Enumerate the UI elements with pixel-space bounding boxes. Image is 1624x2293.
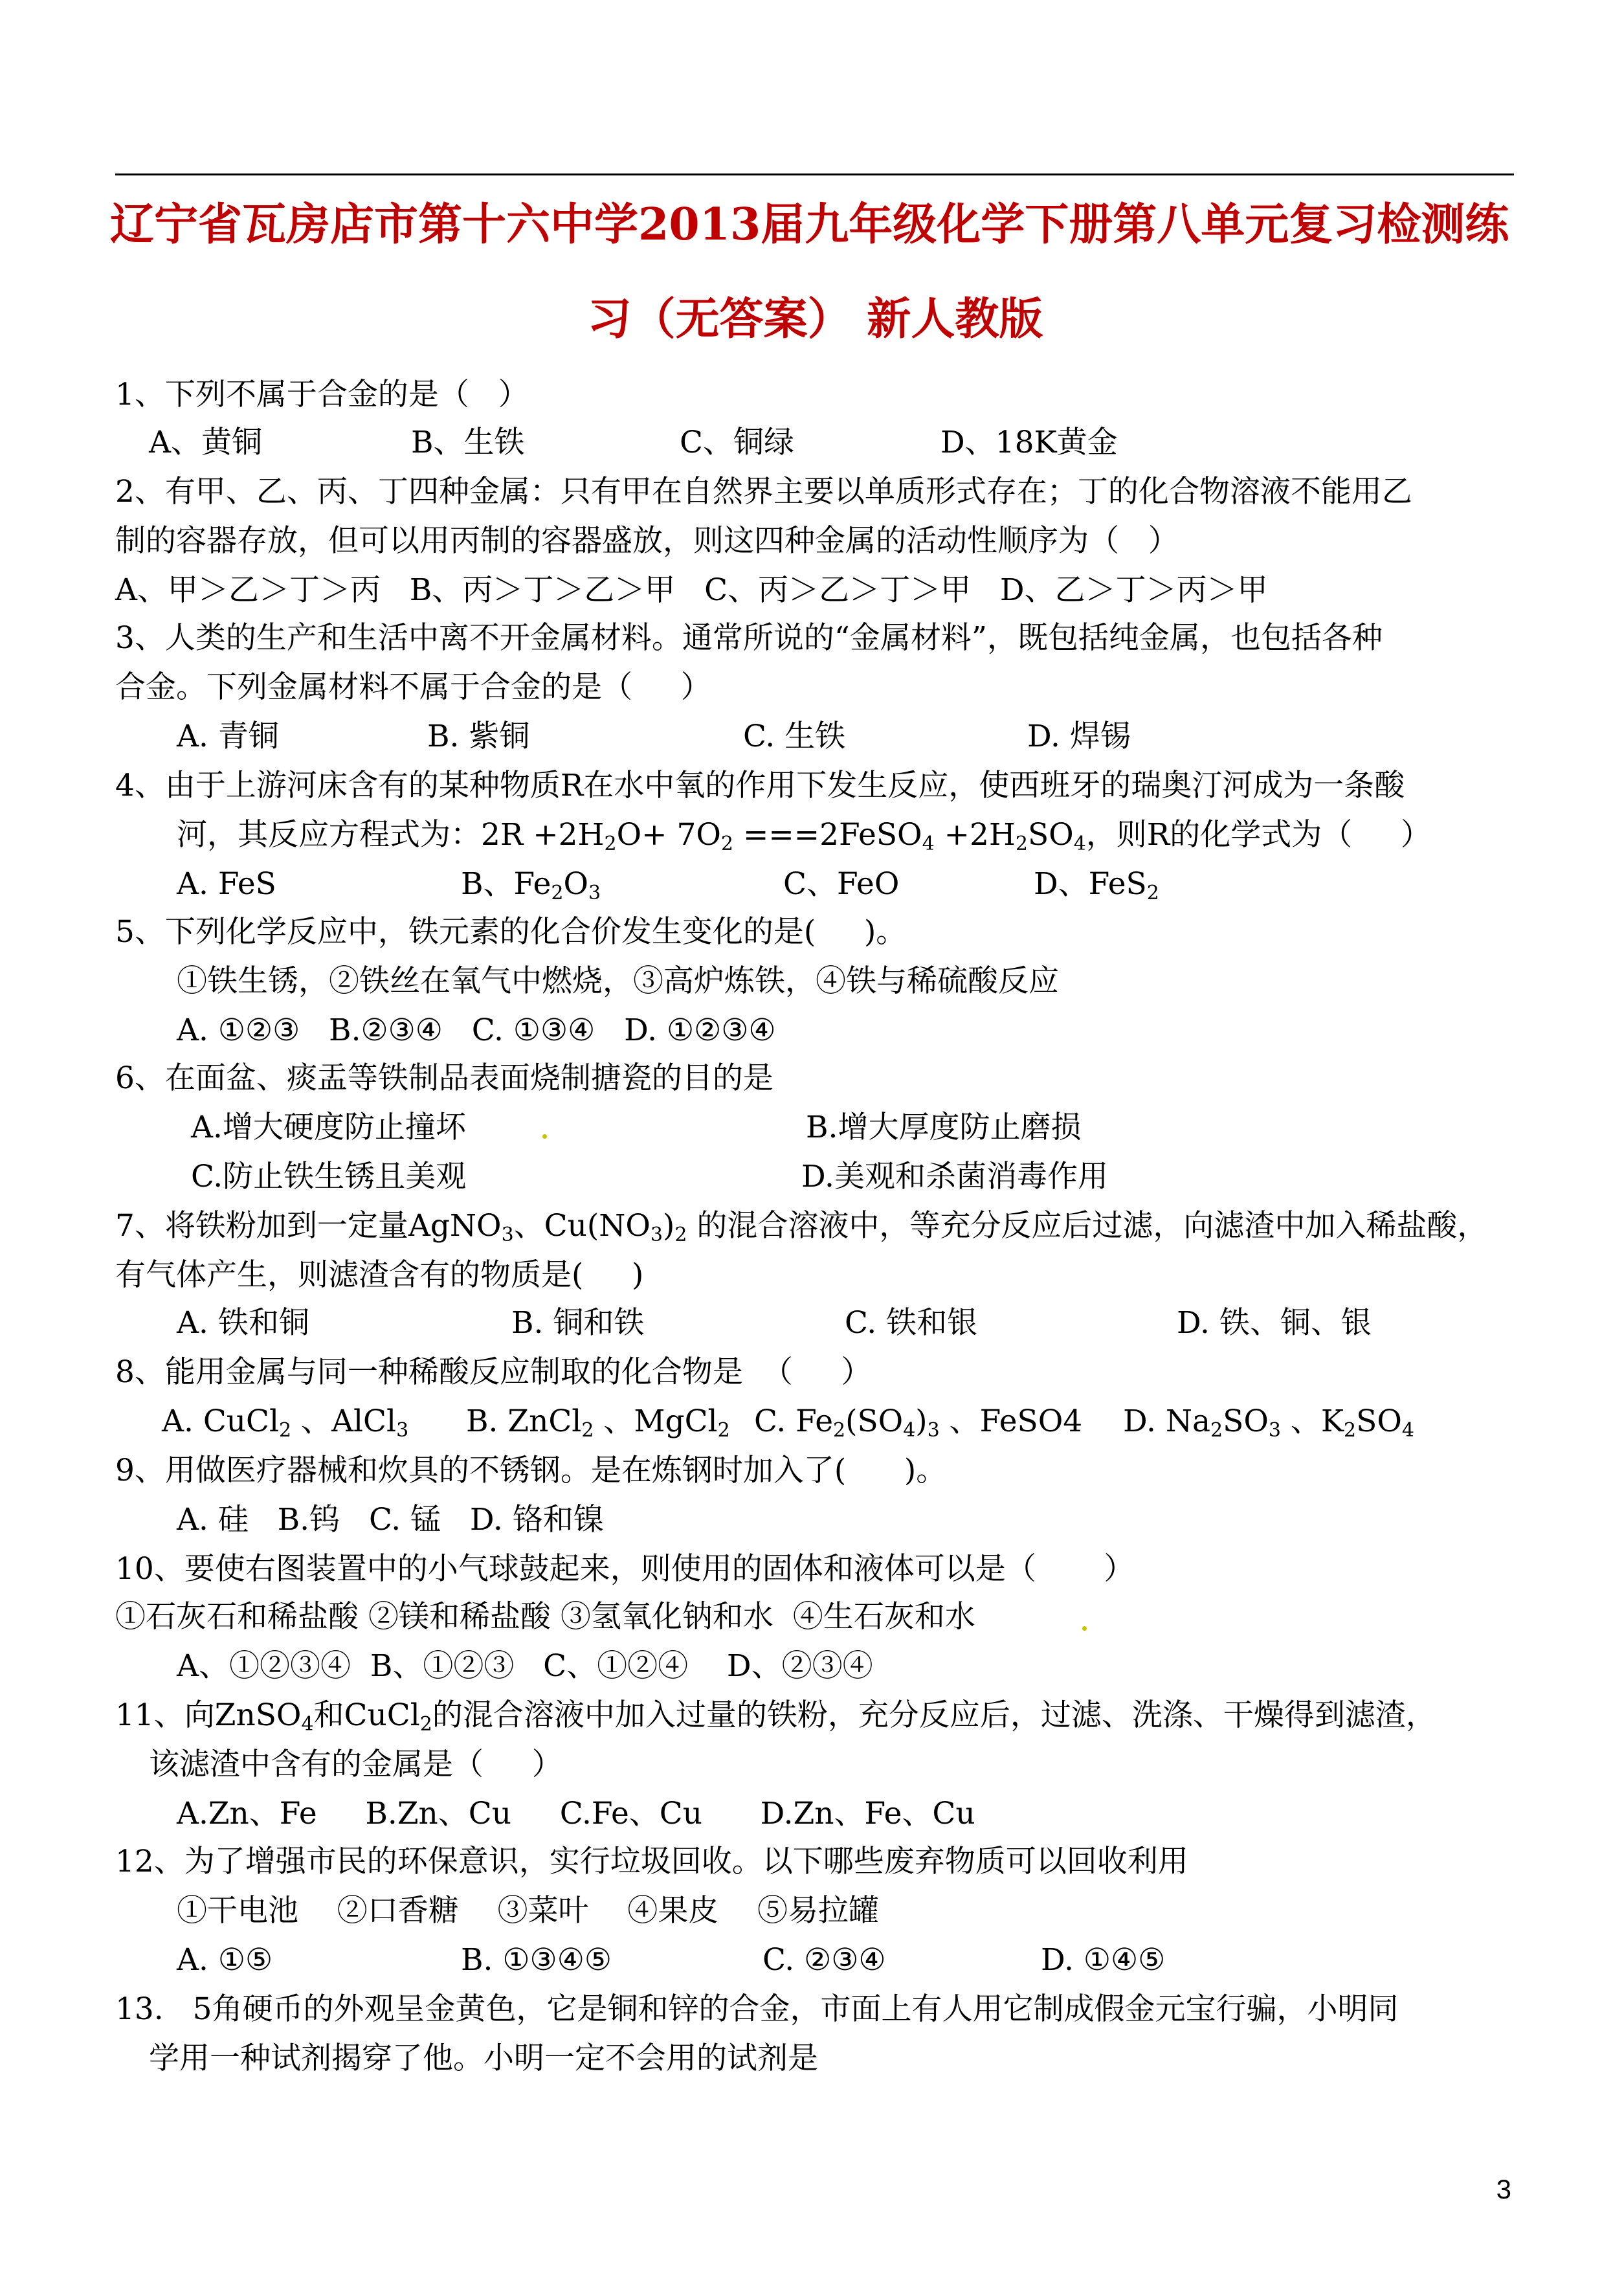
q6-option-c: C.防止铁生锈且美观	[191, 1159, 467, 1194]
question-10-stem: 10、要使右图装置中的小气球鼓起来，则使用的固体和液体可以是（ ）	[115, 1551, 1135, 1587]
question-7-stem-line-1: 7、将铁粉加到一定量AgNO$_3$、$Cu(NO_3)_2$ 的混合溶液中，等充分反应后过滤，向滤渣中加入稀盐酸，	[115, 1208, 1488, 1246]
q3-option-c: C. 生铁	[743, 719, 846, 754]
q12-option-b: B. ①③④⑤	[461, 1942, 612, 1978]
q8-option-c: C. $Fe_2(SO_4)_3$ 、FeSO4	[754, 1404, 1083, 1442]
q7-option-d: D. 铁、铜、银	[1177, 1305, 1372, 1341]
q1-option-c: C、铜绿	[680, 425, 794, 460]
q10-items: ①石灰石和稀盐酸 ②镁和稀盐酸 ③氢氧化钠和水 ④生石灰和水	[115, 1599, 975, 1635]
q3-option-a: A. 青铜	[177, 719, 279, 754]
q6-option-b: B.增大厚度防止磨损	[806, 1110, 1082, 1145]
q1-option-b: B、生铁	[411, 425, 525, 460]
question-4-stem-line-1: 4、由于上游河床含有的某种物质R在水中氧的作用下发生反应，使西班牙的瑞奥汀河成为一条酸	[115, 768, 1405, 803]
stray-mark	[542, 1134, 547, 1139]
question-9-stem: 9、用做医疗器械和炊具的不锈钢。是在炼钢时加入了( )。	[115, 1453, 947, 1488]
question-3-stem-line-2: 合金。下列金属材料不属于合金的是（ ）	[115, 669, 711, 705]
q1-option-d: D、18K黄金	[940, 425, 1118, 460]
q12-option-c: C. ②③④	[762, 1942, 886, 1978]
question-7-stem-line-2: 有气体产生，则滤渣含有的物质是( )	[115, 1257, 644, 1293]
question-6-stem: 6、在面盆、痰盂等铁制品表面烧制搪瓷的目的是	[115, 1060, 773, 1096]
question-13-stem-line-1: 13. 5角硬币的外观呈金黄色，它是铜和锌的合金，市面上有人用它制成假金元宝行骗，小明同	[115, 1991, 1399, 2027]
question-13-stem-line-2: 学用一种试剂揭穿了他。小明一定不会用的试剂是	[149, 2041, 818, 2076]
question-11-stem-line-1: 11、向ZnSO$_4$和CuCl$_2$的混合溶液中加入过量的铁粉，充分反应后，过滤、洗涤、干燥得到滤渣，	[115, 1697, 1436, 1736]
q7-option-a: A. 铁和铜	[177, 1305, 309, 1341]
q5-options: A. ①②③ B.②③④ C. ①③④ D. ①②③④	[177, 1012, 776, 1048]
q4-option-d: D、FeS$_2$	[1034, 866, 1159, 904]
question-1-stem: 1、下列不属于合金的是（ ）	[115, 377, 529, 412]
q4-option-c: C、FeO	[783, 866, 900, 902]
question-5-stem: 5、下列化学反应中，铁元素的化合价发生变化的是( )。	[115, 914, 907, 950]
question-2-stem-line-1: 2、有甲、乙、丙、丁四种金属：只有甲在自然界主要以单质形式存在；丁的化合物溶液不能用乙	[115, 474, 1412, 509]
stray-mark	[1082, 1626, 1087, 1631]
q9-options: A. 硅 B.钨 C. 锰 D. 铬和镍	[177, 1502, 604, 1538]
q12-items: ①干电池 ②口香糖 ③菜叶 ④果皮 ⑤易拉罐	[177, 1893, 880, 1929]
document-title-line-2: 习（无答案） 新人教版	[587, 293, 1043, 345]
page-number: 3	[1496, 2174, 1511, 2204]
q12-option-d: D. ①④⑤	[1041, 1942, 1166, 1978]
q6-option-d: D.美观和杀菌消毒作用	[801, 1159, 1108, 1194]
question-8-stem: 8、能用金属与同一种稀酸反应制取的化合物是 （ ）	[115, 1354, 872, 1390]
q4-option-a: A. FeS	[177, 866, 276, 902]
q10-options: A、①②③④ B、①②③ C、①②④ D、②③④	[177, 1648, 873, 1684]
question-12-stem: 12、为了增强市民的环保意识，实行垃圾回收。以下哪些废弃物质可以回收利用	[115, 1844, 1188, 1879]
q7-option-b: B. 铜和铁	[511, 1305, 645, 1341]
q11-options: A.Zn、Fe B.Zn、Cu C.Fe、Cu D.Zn、Fe、Cu	[177, 1796, 975, 1831]
q7-option-c: C. 铁和银	[845, 1305, 978, 1341]
q6-option-a: A.增大硬度防止撞坏	[191, 1110, 466, 1145]
document-title-line-1: 辽宁省瓦房店市第十六中学2013届九年级化学下册第八单元复习检测练	[110, 199, 1509, 251]
q3-option-d: D. 焊锡	[1027, 719, 1131, 754]
q8-option-d: D. $Na_2SO_3$ 、$K_2SO_4$	[1123, 1404, 1414, 1442]
q5-items: ①铁生锈，②铁丝在氧气中燃烧，③高炉炼铁，④铁与稀硫酸反应	[177, 963, 1059, 999]
q8-option-b: B. ZnCl$_2$ 、MgCl$_2$	[466, 1404, 730, 1442]
question-11-stem-line-2: 该滤渣中含有的金属是（ ）	[149, 1747, 562, 1782]
q2-options: A、甲＞乙＞丁＞丙 B、丙＞丁＞乙＞甲 C、丙＞乙＞丁＞甲 D、乙＞丁＞丙＞甲	[115, 572, 1268, 608]
q8-option-a: A. CuCl$_2$ 、AlCl$_3$	[162, 1404, 409, 1442]
q1-option-a: A、黄铜	[149, 425, 262, 460]
question-3-stem-line-1: 3、人类的生产和生活中离不开金属材料。通常所说的“金属材料”，既包括纯金属，也包括各种	[115, 620, 1383, 656]
q4-option-b: B、$Fe_2O_3$	[461, 866, 601, 904]
question-2-stem-line-2: 制的容器存放，但可以用丙制的容器盛放，则这四种金属的活动性顺序为（ ）	[115, 523, 1179, 559]
q3-option-b: B. 紫铜	[427, 719, 530, 754]
header-rule	[115, 173, 1514, 175]
q12-option-a: A. ①⑤	[177, 1942, 273, 1978]
question-4-stem-line-2: 河，其反应方程式为：$2R +2H_2O+ 7O_2$ ===2FeSO$_4$ $+2H_2SO_4$，则R的化学式为（ ）	[177, 817, 1431, 855]
